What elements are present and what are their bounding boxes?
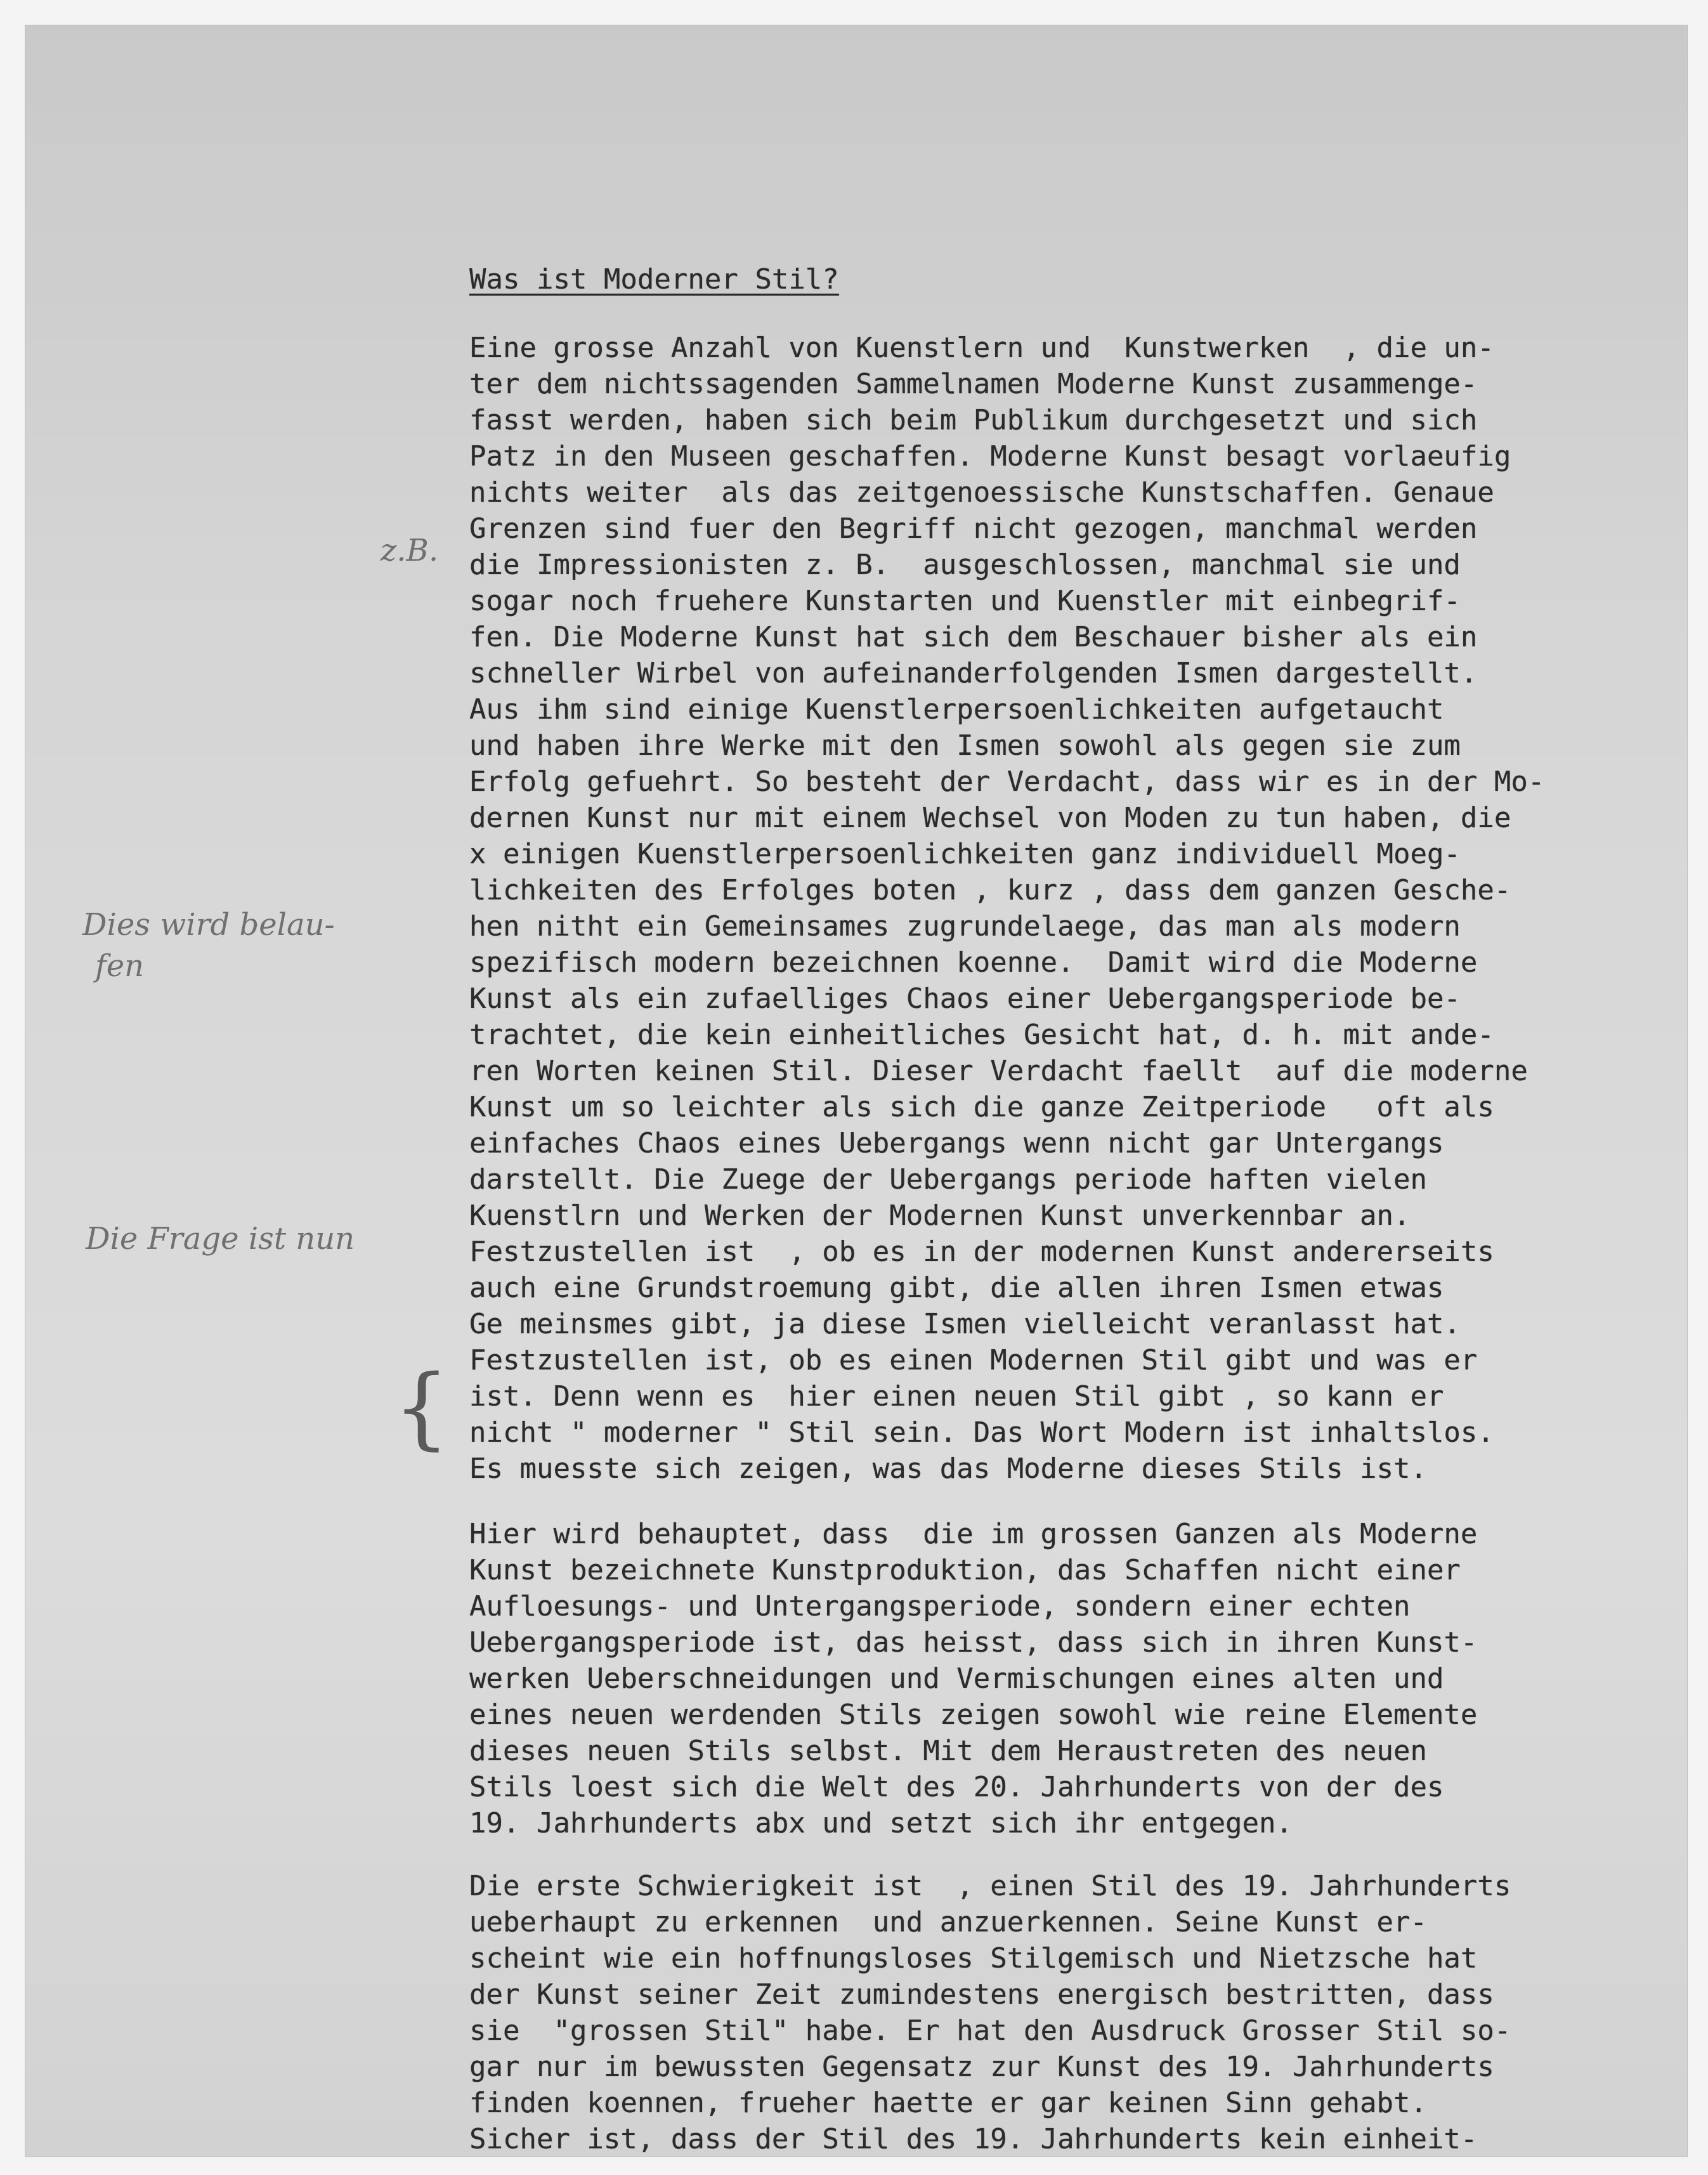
- text-line: fasst werden, haben sich beim Publikum durchgesetzt und sich: [469, 404, 1478, 436]
- margin-note-1a: Dies wird belau-: [82, 907, 335, 943]
- margin-note-1b: fen: [95, 948, 145, 984]
- text-line: Kunst als ein zufaelliges Chaos einer Uebergangsperiode be-: [469, 983, 1461, 1015]
- text-line: und haben ihre Werke mit den Ismen sowohl als gegen sie zum: [469, 729, 1461, 762]
- document-page: [25, 25, 1687, 2157]
- text-line: Kunst bezeichnete Kunstproduktion, das Schaffen nicht einer: [469, 1554, 1461, 1586]
- text-line: darstellt. Die Zuege der Uebergangs periode haften vielen: [469, 1163, 1427, 1196]
- text-line: Grenzen sind fuer den Begriff nicht gezogen, manchmal werden: [469, 513, 1478, 545]
- text-line: auch eine Grundstroemung gibt, die allen ihren Ismen etwas: [469, 1272, 1444, 1304]
- text-line: nicht " moderner " Stil sein. Das Wort Modern ist inhaltslos.: [469, 1416, 1494, 1449]
- margin-note-zb: z.B.: [381, 533, 439, 568]
- document-title: Was ist Moderner Stil?: [469, 263, 839, 296]
- text-line: Eine grosse Anzahl von Kuenstlern und Kunstwerken , die un-: [469, 332, 1494, 364]
- text-line: Stils loest sich die Welt des 20. Jahrhunderts von der des: [469, 1771, 1444, 1803]
- text-line: Uebergangsperiode ist, das heisst, dass sich in ihren Kunst-: [469, 1626, 1478, 1659]
- text-line: x einigen Kuenstlerpersoenlichkeiten ganz individuell Moeg-: [469, 838, 1461, 870]
- text-line: hen nitht ein Gemeinsames zugrundelaege, das man als modern: [469, 910, 1461, 943]
- text-line: die Impressionisten z. B. ausgeschlossen, manchmal sie und: [469, 549, 1461, 581]
- text-line: 19. Jahrhunderts abx und setzt sich ihr entgegen.: [469, 1807, 1293, 1839]
- text-line: Die erste Schwierigkeit ist , einen Stil des 19. Jahrhunderts: [469, 1870, 1511, 1902]
- text-line: Ge meinsmes gibt, ja diese Ismen vielleicht veranlasst hat.: [469, 1308, 1461, 1340]
- text-line: Festzustellen ist, ob es einen Modernen Stil gibt und was er: [469, 1344, 1478, 1376]
- text-line: ter dem nichtssagenden Sammelnamen Moderne Kunst zusammenge-: [469, 368, 1478, 400]
- text-line: trachtet, die kein einheitliches Gesicht hat, d. h. mit ande-: [469, 1019, 1494, 1051]
- text-line: dernen Kunst nur mit einem Wechsel von Moden zu tun haben, die: [469, 802, 1511, 834]
- text-line: ist. Denn wenn es hier einen neuen Stil gibt , so kann er: [469, 1380, 1444, 1413]
- paragraph-1: [469, 330, 1544, 1487]
- text-line: ueberhaupt zu erkennen und anzuerkennen. Seine Kunst er-: [469, 1906, 1427, 1938]
- text-line: scheint wie ein hoffnungsloses Stilgemisch und Nietzsche hat: [469, 1942, 1478, 1975]
- text-line: sogar noch fruehere Kunstarten und Kuenstler mit einbegrif-: [469, 585, 1461, 617]
- text-line: einfaches Chaos eines Uebergangs wenn nicht gar Untergangs: [469, 1127, 1444, 1159]
- paragraph-2: [469, 1516, 1477, 1841]
- text-line: Sicher ist, dass der Stil des 19. Jahrhunderts kein einheit-: [469, 2123, 1478, 2155]
- margin-brace: {: [393, 1356, 450, 1460]
- text-line: finden koennen, frueher haette er gar keinen Sinn gehabt.: [469, 2087, 1427, 2119]
- text-line: Es muesste sich zeigen, was das Moderne dieses Stils ist.: [469, 1453, 1427, 1485]
- text-line: Festzustellen ist , ob es in der modernen Kunst andererseits: [469, 1236, 1494, 1268]
- text-line: nichts weiter als das zeitgenoessische Kunstschaffen. Genaue: [469, 476, 1494, 509]
- text-line: lichkeiten des Erfolges boten , kurz , dass dem ganzen Gesche-: [469, 874, 1511, 906]
- margin-note-2: Die Frage ist nun: [86, 1221, 355, 1257]
- text-line: Hier wird behauptet, dass die im grossen Ganzen als Moderne: [469, 1518, 1478, 1550]
- text-line: der Kunst seiner Zeit zumindestens energisch bestritten, dass: [469, 1978, 1494, 2011]
- text-line: Kuenstlrn und Werken der Modernen Kunst unverkennbar an.: [469, 1199, 1411, 1232]
- text-line: dieses neuen Stils selbst. Mit dem Heraustreten des neuen: [469, 1735, 1427, 1767]
- text-line: spezifisch modern bezeichnen koenne. Damit wird die Moderne: [469, 946, 1478, 979]
- paragraph-3: [469, 1868, 1511, 2157]
- text-line: Kunst um so leichter als sich die ganze Zeitperiode oft als: [469, 1091, 1494, 1123]
- text-line: Aufloesungs- und Untergangsperiode, sondern einer echten: [469, 1590, 1411, 1623]
- text-line: werken Ueberschneidungen und Vermischungen eines alten und: [469, 1662, 1444, 1695]
- text-line: eines neuen werdenden Stils zeigen sowohl wie reine Elemente: [469, 1699, 1478, 1731]
- text-line: Patz in den Museen geschaffen. Moderne Kunst besagt vorlaeufig: [469, 440, 1511, 473]
- text-line: Erfolg gefuehrt. So besteht der Verdacht, dass wir es in der Mo-: [469, 766, 1545, 798]
- text-line: sie "grossen Stil" habe. Er hat den Ausdruck Grosser Stil so-: [469, 2015, 1511, 2047]
- text-line: ren Worten keinen Stil. Dieser Verdacht faellt auf die moderne: [469, 1055, 1528, 1087]
- text-line: fen. Die Moderne Kunst hat sich dem Beschauer bisher als ein: [469, 621, 1478, 653]
- text-line: gar nur im bewussten Gegensatz zur Kunst des 19. Jahrhunderts: [469, 2051, 1494, 2083]
- text-line: schneller Wirbel von aufeinanderfolgenden Ismen dargestellt.: [469, 657, 1478, 689]
- text-line: Aus ihm sind einige Kuenstlerpersoenlichkeiten aufgetaucht: [469, 693, 1444, 726]
